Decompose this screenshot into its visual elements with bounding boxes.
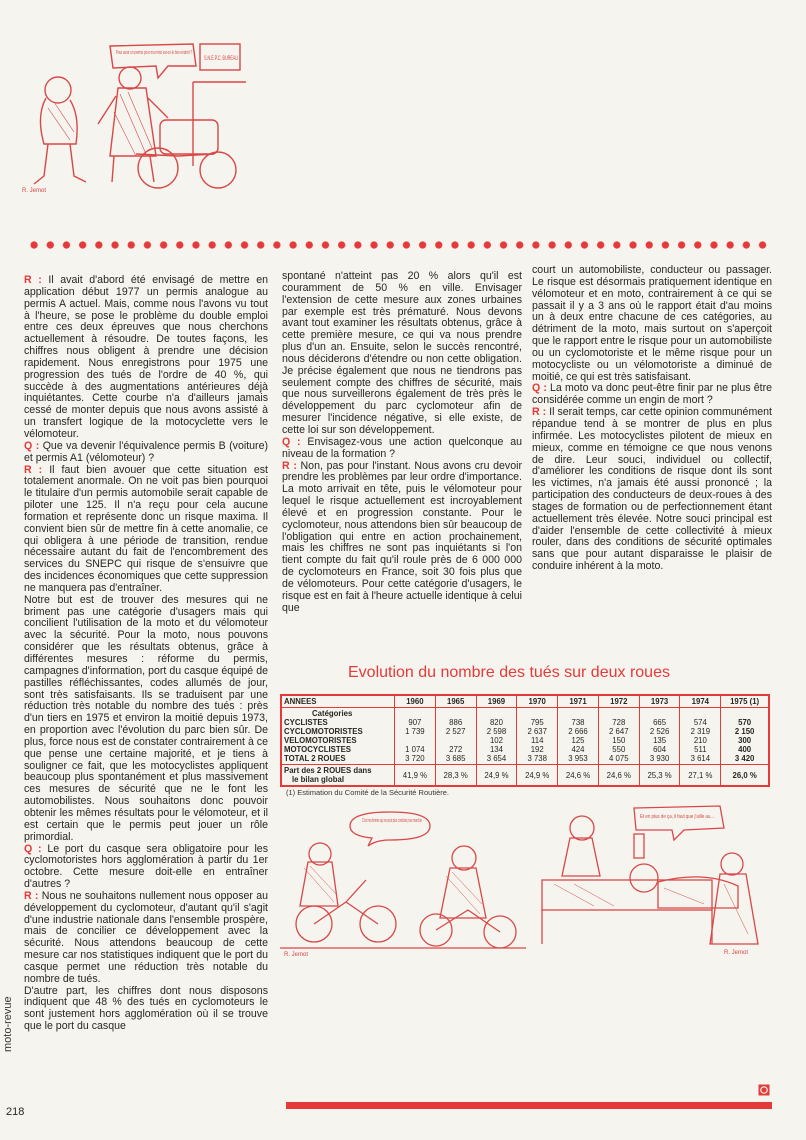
paragraph (282, 437, 522, 461)
paragraph (24, 844, 268, 891)
answer-label: R : (24, 274, 42, 286)
percentage-label (281, 765, 395, 787)
years-label: ANNEES (284, 697, 317, 706)
table-footnote: (1) Estimation du Comité de la Sécurité Routière. (286, 788, 449, 797)
question-label: Q : (282, 435, 301, 448)
paragraph (532, 407, 772, 573)
percentage-label-line: Part des 2 ROUES dans (284, 766, 372, 775)
year-header: 1973 (639, 695, 680, 708)
table-header-row (281, 695, 769, 708)
speech-bubble (634, 806, 724, 840)
paragraph (24, 465, 268, 595)
cartoon-illustration (534, 804, 772, 956)
paragraph-text: Que va devenir l'équivalence permis B (voiture) et permis A1 (vélomoteur) ? (24, 439, 269, 464)
year-column: 570 2 150 300 400 3 420 (721, 708, 769, 765)
paragraph-text: Non, pas pour l'instant. Nous avons cru devoir prendre les problèmes par leur ordre d'importance. La moto arrivait en tête, puis le vélomoteur pour lequel le risque actuellement est incroyablement élevé et en progression constante. Pour le cyclomoteur, nous attendons bien sûr beaucoup de l'obligation qui entre en action prochainement, mais les chiffres ne sont pas inquiétants si l'on tient compte du fait qu'il roule près de 6 000 000 de cyclomoteurs en France, soit 30 fois plus que de vélomoteurs. Pour cette catégorie d'usagers, le risque est en fait à l'heure actuelle identique à celui que (282, 459, 523, 614)
paragraph (24, 986, 268, 1033)
article-column-3 (532, 265, 772, 573)
row-labels (281, 708, 395, 765)
category-label: TOTAL 2 ROUES (284, 754, 346, 763)
paragraph (532, 265, 772, 383)
percentage-cell: 41,9 % (395, 765, 436, 787)
table-row-percentage (281, 765, 769, 787)
answer-label: R : (24, 889, 39, 902)
paragraph-text: spontané n'atteint pas 20 % alors qu'il est couramment de 50 % en ville. Envisager l'extension de cette mesure aux zones urbaines par exemple est très prématuré. Nous devons avant tout examiner les résultats obtenus, grâce à cette première mesure, ce qui va nous prendre plus d'un an. Ensuite, selon le succès rencontré, nous déciderons d'étendre ou non cette obligation. Je précise également que nous ne tiendrons pas seulement compte des chiffres de sécurité, mais que nous surveillerons également de très près le développement du parc cyclomoteur afin de mesurer l'incidence négative, si elle existe, de cette loi sur son développement. (282, 270, 522, 436)
category-label: CYCLOMOTORISTES (284, 727, 363, 736)
year-column: 738 2 666 125 424 3 953 (558, 708, 599, 765)
dotted-divider (26, 238, 770, 252)
percentage-cell: 24,9 % (517, 765, 558, 787)
paragraph-text: Envisagez-vous une action quelconque au niveau de la formation ? (282, 435, 522, 460)
percentage-label-line: le bilan global (292, 775, 344, 784)
paragraph-text: Il serait temps, car cette opinion communément répandue tend à se montrer de plus en plus infirmée. Les motocyclistes pilotent de mieux en mieux, comme en témoigne ce que nous venons de dire. Leur souci, individuel ou collectif, d'améliorer les conditions de risque dont ils sont les victimes, n'a jamais été aussi prononcé ; la participation des conducteurs de deux-roues à des stages de formation ou de perfectionnement étant actuellement très élevée. Notre souci principal est d'aider l'ensemble de cette collectivité à mieux rouler, dans des conditions de sécurité optimales sans que pour autant disparaisse le plaisir de conduire inhérent à la moto. (532, 406, 772, 573)
fatalities-table (280, 694, 770, 787)
answer-label: R : (24, 463, 43, 476)
year-column: 574 2 319 210 511 3 614 (680, 708, 721, 765)
percentage-cell: 26,0 % (721, 765, 769, 787)
page-number: 218 (6, 1106, 25, 1118)
table-row (281, 708, 769, 765)
category-label: CYCLISTES (284, 718, 328, 727)
nurse-head (570, 816, 594, 840)
year-column: 907 1 739 1 074 3 720 (395, 708, 436, 765)
doctor-head (721, 853, 743, 875)
paragraph-text: court un automobiliste, conducteur ou passager. Le risque est désormais pratiquement identique en vélomoteur et en moto, contrairement à ce qui se passait il y a 3 ans où le rapport était d'au moins un à deux entre chacune de ces catégories, au détriment de la moto, mais surtout on s'aperçoit que le rapport entre le risque pour un automobiliste ou un cyclomotoriste et le même risque pour un motocycliste ou un vélomotoriste a diminué de moitié, ce qui est très satisfaisant. (532, 264, 772, 383)
paragraph-text: Le port du casque sera obligatoire pour les cyclomotoristes hors agglomération à partir du 1er octobre. Cette mesure doit-elle en entraîner d'autres ? (24, 842, 268, 891)
paragraph-text: Notre but est de trouver des mesures qui ne briment pas une catégorie d'usagers mais qui concilient l'utilisation de la moto et du vélomoteur avec la sécurité. Pour la moto, nous pouvons considérer que les résultats obtenus, grâce à différentes mesures : réforme du permis, campagnes d'information, port du casque équipé de pastilles réfléchissantes, codes allumés de jour, sont très satisfaisants. Ils se traduisent par une réduction très notable du nombre des tués : près d'un tiers en 1975 et environ la moitié depuis 1973, en proportion avec l'évolution du parc bien sûr. De plus, force nous est de constater contrairement à ce que pense une certaine majorité, et je tiens à souligner ce fait, que les motocyclistes appliquent beaucoup plus spontanément et plus massivement ces mesures de sécurité que ne le font les automobilistes. Nous souhaitons donc pouvoir obtenir les mêmes résultats pour le vélomoteur, et il est certain que le permis peut jouer un rôle primordial. (24, 593, 268, 843)
paragraph-text: Nous ne souhaitons nullement nous opposer au développement du cyclomoteur, d'autant qu'il s'agit d'une industrie nationale dans l'ensemble prospère, mais de concilier ce développement avec la sécurité. Nous attendons beaucoup de cette mesure car nos statistiques indiquent que le port du casque permet une réduction très notable du nombre de tués. (24, 889, 268, 985)
year-column: 665 2 526 135 604 3 930 (639, 708, 680, 765)
percentage-cell: 25,3 % (639, 765, 680, 787)
answer-label: R : (282, 459, 297, 472)
year-column: 728 2 647 150 550 4 075 (598, 708, 639, 765)
year-header: 1960 (395, 695, 436, 708)
question-label: Q : (532, 382, 547, 395)
cartoon-snepc-office (18, 36, 248, 196)
end-of-article-icon (758, 1084, 770, 1096)
patient-head (630, 864, 658, 892)
year-header: 1970 (517, 695, 558, 708)
paragraph (24, 891, 268, 986)
officer-head (119, 67, 141, 89)
question-label: Q : (24, 842, 42, 855)
magazine-name: moto-revue (2, 996, 14, 1052)
paragraph (282, 271, 522, 437)
bubble-text: Et en plus de ça, il faut que j'aille au... (640, 814, 714, 820)
year-header: 1965 (435, 695, 476, 708)
paragraph-text: Il faut bien avouer que cette situation est totalement anormale. On ne voit pas bien pourquoi le titulaire d'un permis automobile serait capable de piloter une 125. Il n'a reçu pour cela aucune formation et représente donc un risque maxima. Il convient bien sûr de mettre fin à cette anomalie, ce qui obligera à une période de transition, rendue nécessaire autant du fait de l'encombrement des services du SNEPC qui risque de s'ensuivre que des incidences économiques que cette suppression ne manquera pas d'entraîner. (24, 463, 268, 594)
paragraph-text: D'autre part, les chiffres dont nous disposons indiquent que 48 % des tués en cyclomoteurs le sont justement hors agglomération où il se trouve que le port du casque (24, 984, 268, 1033)
cartoon-illustration (18, 36, 248, 196)
woman-head (452, 846, 476, 870)
header-years-label (281, 695, 395, 708)
percentage-cell: 24,6 % (558, 765, 599, 787)
year-header: 1974 (680, 695, 721, 708)
answer-label: R : (532, 406, 547, 419)
category-label: MOTOCYCLISTES (284, 745, 352, 754)
bubble-text: C'est ma femme qui ne peut plus conduire pour marcher (362, 818, 423, 824)
paragraph (24, 275, 268, 441)
table-title: Evolution du nombre des tués sur deux roues (348, 664, 670, 681)
year-header: 1971 (558, 695, 599, 708)
cartoon-hospital (534, 804, 772, 956)
artist-signature: R. Jemot (724, 950, 749, 956)
artist-signature: R. Jemot (22, 188, 47, 194)
paragraph-text: La moto va donc peut-être finir par ne plus être considérée comme un engin de mort ? (532, 382, 772, 407)
percentage-cell: 27,1 % (680, 765, 721, 787)
sign-text: S.N.E.P.C. BUREAU (204, 56, 238, 62)
year-column: 820 2 598 102 134 3 654 (476, 708, 517, 765)
cartoon-moped-riders (280, 806, 526, 956)
percentage-cell: 28,3 % (435, 765, 476, 787)
year-header: 1975 (1) (721, 695, 769, 708)
bubble-text: Pour avoir un permis pour ma moto est-ce le bon endroit ? (116, 50, 193, 56)
question-label: Q : (24, 439, 40, 452)
bottom-rule (286, 1102, 772, 1109)
paragraph (24, 595, 268, 844)
percentage-cell: 24,9 % (476, 765, 517, 787)
hospital-bed (542, 880, 712, 910)
year-column: 795 2 637 114 192 3 738 (517, 708, 558, 765)
motorcycle-wheel-rear (200, 152, 236, 188)
article-column-2 (282, 271, 522, 614)
paragraph-text: Il avait d'abord été envisagé de mettre en application début 1977 un permis analogue au permis A actuel. Mais, comme nous l'avons vu tout à l'heure, se pose le problème du double emploi entre ces deux épreuves que nous cherchons actuellement à résoudre. De toutes façons, les chiffres nous obligent à prendre une décision rapidement. Nous enregistrons pour 1975 une progression des tués de l'ordre de 40 %, qui succède à des augmentations antérieures déjà inquiétantes. Cette courbe n'a d'ailleurs jamais cessé de monter depuis que nous avons assisté à un transfert logique de la motocyclette vers le vélomoteur. (24, 274, 268, 440)
year-column: 886 2 527 272 3 685 (435, 708, 476, 765)
percentage-cell: 24,6 % (598, 765, 639, 787)
categories-label: Catégories (312, 709, 353, 718)
man-head (45, 77, 71, 103)
paragraph (532, 383, 772, 407)
cartoon-illustration (280, 806, 526, 956)
year-header: 1969 (476, 695, 517, 708)
iv-bag (634, 834, 644, 858)
category-label: VELOMOTORISTES (284, 736, 357, 745)
motorcycle-tank (160, 120, 218, 154)
year-header: 1972 (598, 695, 639, 708)
article-column-1 (24, 275, 268, 1033)
paragraph (282, 461, 522, 615)
artist-signature: R. Jemot (284, 952, 309, 958)
paragraph (24, 441, 268, 465)
